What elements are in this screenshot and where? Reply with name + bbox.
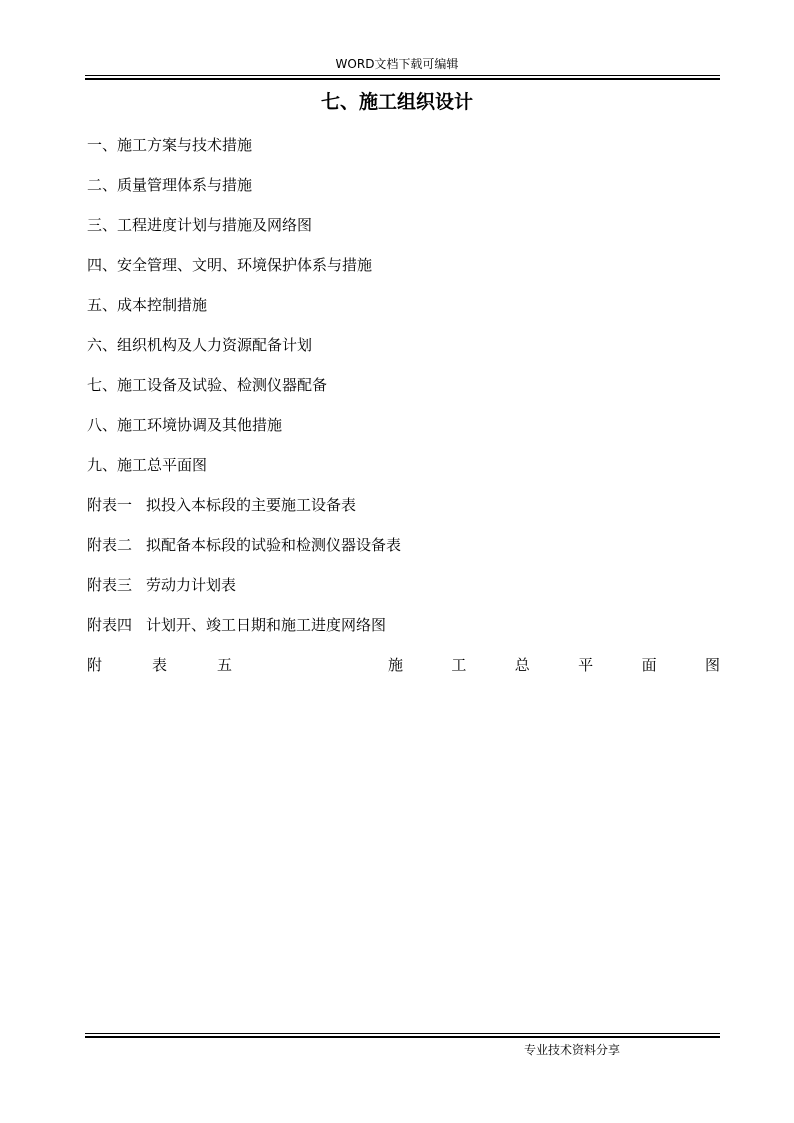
appendix-text: 拟投入本标段的主要施工设备表 [146, 496, 357, 514]
header-rule-thick [85, 78, 720, 80]
justified-char: 面 [641, 656, 657, 674]
appendix-item [87, 575, 720, 615]
footer-rule-thin [85, 1033, 720, 1034]
toc-item [87, 215, 720, 255]
toc-item [87, 375, 720, 415]
toc-item-text: 工程进度计划与措施及网络图 [117, 216, 313, 234]
appendix-label: 附表三 [87, 576, 133, 594]
toc-item-text: 施工环境协调及其他措施 [117, 416, 283, 434]
justified-char: 总 [514, 656, 530, 674]
page-footer: 专业技术资料分享 [524, 1043, 621, 1057]
toc-item-number: 五、 [87, 296, 118, 314]
justified-char: 平 [578, 656, 594, 674]
toc-item-number: 一、 [87, 136, 118, 154]
toc-item-text: 施工方案与技术措施 [117, 136, 253, 154]
justified-char: 附 [87, 656, 103, 674]
toc-item [87, 135, 720, 175]
header-rule-thin [85, 75, 720, 76]
justified-char: 表 [151, 656, 167, 674]
justified-char: 施 [388, 656, 404, 674]
toc-item-number: 二、 [87, 176, 118, 194]
toc-item-text: 施工设备及试验、检测仪器配备 [117, 376, 328, 394]
appendix-text: 拟配备本标段的试验和检测仪器设备表 [146, 536, 402, 554]
appendix-label: 附表二 [87, 536, 133, 554]
toc-item-number: 六、 [87, 336, 118, 354]
toc-item-number: 三、 [87, 216, 118, 234]
appendix-label: 附表四 [87, 616, 133, 634]
toc-item [87, 455, 720, 495]
page-header: WORD文档下载可编辑 [335, 57, 459, 71]
appendix-text: 计划开、竣工日期和施工进度网络图 [146, 616, 387, 634]
appendix-text-justified [388, 655, 720, 675]
toc-item-number: 七、 [87, 376, 118, 394]
toc-item-text: 成本控制措施 [117, 296, 208, 314]
toc-item [87, 175, 720, 215]
justified-char: 五 [216, 656, 232, 674]
toc-item [87, 335, 720, 375]
appendix-item [87, 615, 720, 655]
appendix-item [87, 535, 720, 575]
toc-item-text: 质量管理体系与措施 [117, 176, 253, 194]
toc-item [87, 415, 720, 455]
document-title: 七、施工组织设计 [320, 91, 473, 113]
justified-char: 工 [451, 656, 467, 674]
toc-item-number: 四、 [87, 256, 118, 274]
appendix-text: 劳动力计划表 [146, 576, 237, 594]
footer-rule-thick [85, 1036, 720, 1038]
appendix-item [87, 495, 720, 535]
toc-item-number: 九、 [87, 456, 118, 474]
appendix-item-justified [87, 655, 720, 695]
toc-item-text: 施工总平面图 [117, 456, 208, 474]
toc-item-text: 组织机构及人力资源配备计划 [117, 336, 313, 354]
appendix-label-justified [87, 655, 232, 675]
toc-item [87, 255, 720, 295]
justified-char: 图 [704, 656, 720, 674]
toc-list [87, 135, 720, 695]
toc-item [87, 295, 720, 335]
toc-item-number: 八、 [87, 416, 118, 434]
appendix-label: 附表一 [87, 496, 133, 514]
toc-item-text: 安全管理、文明、环境保护体系与措施 [117, 256, 373, 274]
